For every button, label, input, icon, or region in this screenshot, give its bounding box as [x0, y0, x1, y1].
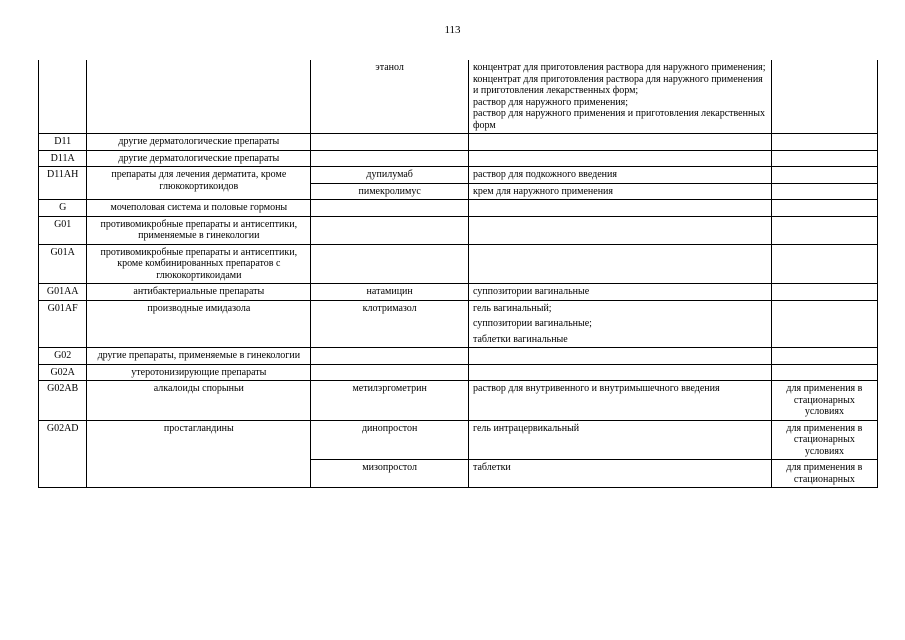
usage-note: для применения в стационарных [771, 460, 877, 488]
table-row [39, 420, 878, 460]
dosage-forms [469, 150, 772, 167]
table-row [39, 134, 878, 151]
table-row [39, 381, 878, 421]
usage-note [771, 150, 877, 167]
anatomic-therapeutic-group [87, 60, 311, 134]
anatomic-therapeutic-group: производные имидазола [87, 300, 311, 348]
atc-code: G01 [39, 216, 87, 244]
dosage-form-item: концентрат для приготовления раствора для наружного применения; [473, 62, 766, 73]
dosage-forms [469, 364, 772, 381]
usage-note [771, 60, 877, 134]
page-number: 113 [444, 24, 461, 36]
drug-name [311, 200, 469, 217]
drug-name [311, 364, 469, 381]
table-row [39, 60, 878, 134]
drug-list-table [38, 60, 878, 488]
drug-name: клотримазол [311, 300, 469, 348]
dosage-forms [469, 244, 772, 284]
anatomic-therapeutic-group: другие дерматологические препараты [87, 150, 311, 167]
dosage-form-item: раствор для наружного применения; [473, 96, 629, 108]
usage-note [771, 183, 877, 200]
anatomic-therapeutic-group: другие дерматологические препараты [87, 134, 311, 151]
dosage-form-item: крем для наружного применения [473, 185, 614, 197]
dosage-forms [469, 200, 772, 217]
anatomic-therapeutic-group: противомикробные препараты и антисептики, применяемые в гинекологии [87, 216, 311, 244]
drug-name [311, 150, 469, 167]
table-row [39, 348, 878, 365]
table-row [39, 284, 878, 301]
dosage-forms [469, 460, 772, 488]
anatomic-therapeutic-group: препараты для лечения дерматита, кроме глюкокортикоидов [87, 167, 311, 200]
dosage-form-item: раствор для внутривенного и внутримышечного введения [473, 383, 720, 394]
dosage-form-item: таблетки вагинальные [473, 333, 568, 345]
anatomic-therapeutic-group: противомикробные препараты и антисептики, кроме комбинированных препаратов с глюкокортикоидами [87, 244, 311, 284]
atc-code: D11 [39, 134, 87, 151]
anatomic-therapeutic-group: алкалоиды спорыньи [87, 381, 311, 421]
usage-note [771, 284, 877, 301]
atc-code: G02A [39, 364, 87, 381]
dosage-forms [469, 216, 772, 244]
atc-code: D11AH [39, 167, 87, 200]
table-row [39, 150, 878, 167]
dosage-form-item: концентрат для приготовления раствора для наружного применения и приготовления лекарственных форм; [473, 73, 763, 96]
dosage-forms [469, 420, 772, 460]
table-row [39, 364, 878, 381]
atc-code: G01AF [39, 300, 87, 348]
table-row [39, 216, 878, 244]
table-row [39, 167, 878, 184]
anatomic-therapeutic-group: другие препараты, применяемые в гинекологии [87, 348, 311, 365]
table-row [39, 200, 878, 217]
atc-code: G02AD [39, 420, 87, 488]
dosage-form-item: раствор для подкожного введения [473, 169, 617, 180]
dosage-forms [469, 134, 772, 151]
dosage-forms [469, 284, 772, 301]
usage-note [771, 167, 877, 184]
usage-note [771, 200, 877, 217]
atc-code: G02 [39, 348, 87, 365]
dosage-form-item: таблетки [473, 462, 511, 473]
dosage-forms [469, 167, 772, 184]
drug-name: дупилумаб [311, 167, 469, 184]
usage-note [771, 348, 877, 365]
anatomic-therapeutic-group: простагландины [87, 420, 311, 488]
anatomic-therapeutic-group: утеротонизирующие препараты [87, 364, 311, 381]
dosage-form-item: гель интрацервикальный [473, 422, 580, 434]
drug-name [311, 244, 469, 284]
drug-name [311, 134, 469, 151]
drug-name: динопростон [311, 420, 469, 460]
usage-note [771, 216, 877, 244]
dosage-form-item: суппозитории вагинальные [473, 286, 590, 297]
drug-name: натамицин [311, 284, 469, 301]
table-row [39, 300, 878, 348]
drug-name [311, 216, 469, 244]
atc-code: G01AA [39, 284, 87, 301]
dosage-forms [469, 60, 772, 134]
usage-note: для применения в стационарных условиях [771, 381, 877, 421]
dosage-form-item: суппозитории вагинальные; [473, 318, 592, 329]
usage-note: для применения в стационарных условиях [771, 420, 877, 460]
atc-code: G [39, 200, 87, 217]
drug-name: мизопростол [311, 460, 469, 488]
drug-name [311, 348, 469, 365]
drug-name: этанол [311, 60, 469, 134]
drug-name: метилэргометрин [311, 381, 469, 421]
atc-code: D11A [39, 150, 87, 167]
anatomic-therapeutic-group: мочеполовая система и половые гормоны [87, 200, 311, 217]
atc-code: G02AB [39, 381, 87, 421]
atc-code: G01A [39, 244, 87, 284]
usage-note [771, 134, 877, 151]
atc-code [39, 60, 87, 134]
dosage-form-item: гель вагинальный; [473, 302, 552, 314]
usage-note [771, 364, 877, 381]
dosage-form-item: раствор для наружного применения и приготовления лекарственных форм [473, 108, 766, 131]
anatomic-therapeutic-group: антибактериальные препараты [87, 284, 311, 301]
dosage-forms [469, 381, 772, 421]
usage-note [771, 244, 877, 284]
dosage-forms [469, 183, 772, 200]
table-row [39, 244, 878, 284]
drug-name: пимекролимус [311, 183, 469, 200]
dosage-forms [469, 348, 772, 365]
dosage-forms [469, 300, 772, 348]
usage-note [771, 300, 877, 348]
